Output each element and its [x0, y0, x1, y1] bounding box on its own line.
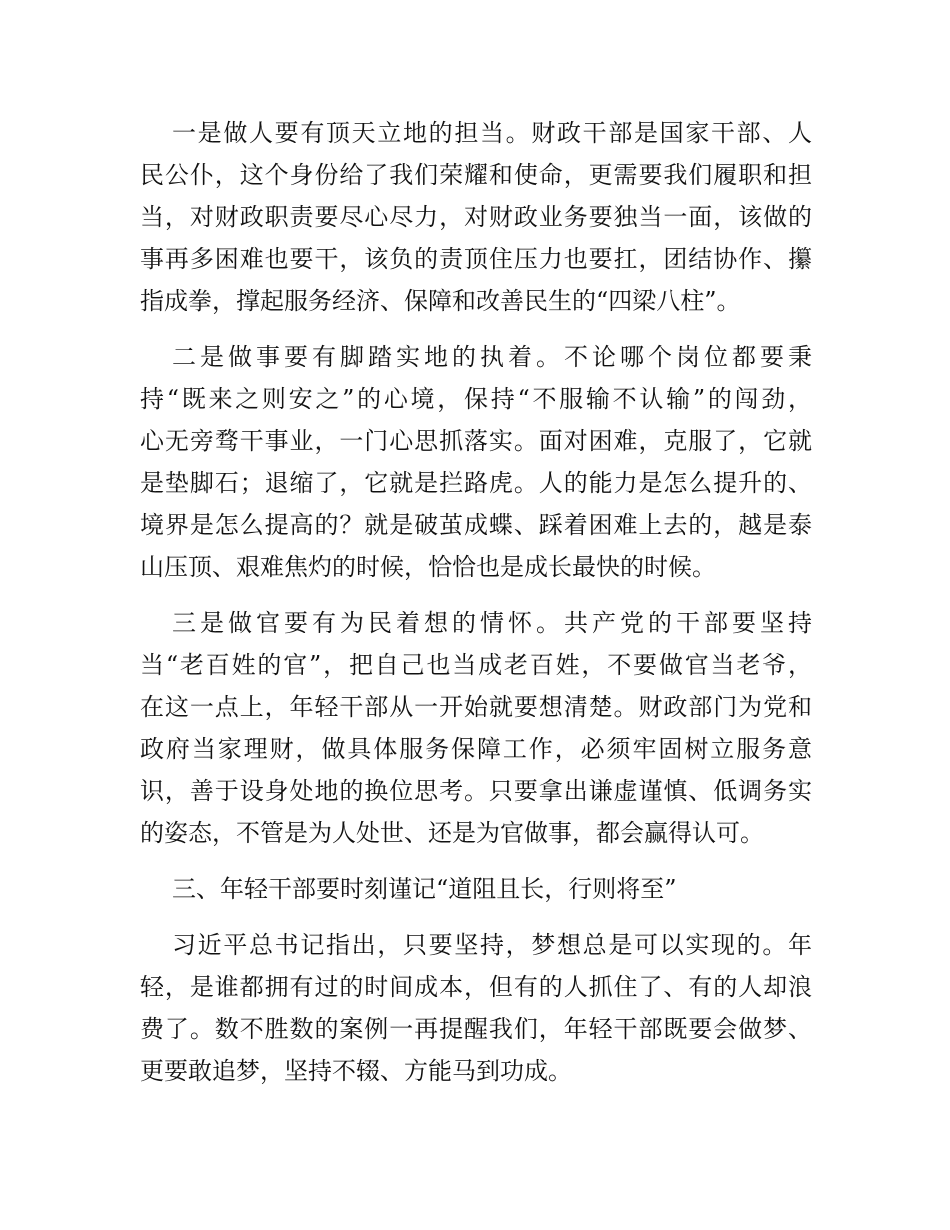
- text-line: 民公仆，这个身份给了我们荣耀和使命，更需要我们履职和担: [140, 161, 812, 189]
- text-line: 当“老百姓的官”，把自己也当成老百姓，不要做官当老爷，: [140, 651, 812, 679]
- text-line: 在这一点上，年轻干部从一开始就要想清楚。财政部门为党和: [140, 693, 812, 721]
- text-line: 轻，是谁都拥有过的时间成本，但有的人抓住了、有的人却浪: [140, 973, 812, 1001]
- paragraph-3: [140, 602, 812, 854]
- text-line: 的姿态，不管是为人处世、还是为官做事，都会赢得认可。: [140, 819, 764, 847]
- text-line: 二是做事要有脚踏实地的执着。不论哪个岗位都要秉: [172, 343, 812, 371]
- text-line: 山压顶、艰难焦灼的时候，恰恰也是成长最快的时候。: [140, 553, 716, 581]
- text-line: 识，善于设身处地的换位思考。只要拿出谦虚谨慎、低调务实: [140, 777, 812, 805]
- text-line: 费了。数不胜数的案例一再提醒我们，年轻干部既要会做梦、: [140, 1015, 812, 1043]
- text-line: 心无旁骛干事业，一门心思抓落实。面对困难，克服了，它就: [140, 427, 812, 455]
- document-body: [140, 112, 812, 1092]
- text-line: 当，对财政职责要尽心尽力，对财政业务要独当一面，该做的: [140, 203, 812, 231]
- text-line: 更要敢追梦，坚持不辍、方能马到功成。: [140, 1057, 572, 1085]
- text-line: 境界是怎么提高的？就是破茧成蝶、踩着困难上去的，越是泰: [140, 511, 812, 539]
- text-line: 政府当家理财，做具体服务保障工作，必须牢固树立服务意: [140, 735, 812, 763]
- text-line: 是垫脚石；退缩了，它就是拦路虎。人的能力是怎么提升的、: [140, 469, 812, 497]
- text-line: 指成拳，撑起服务经济、保障和改善民生的“四梁八柱”。: [140, 287, 741, 315]
- paragraph-2: [140, 336, 812, 588]
- text-line: 持“既来之则安之”的心境，保持“不服输不认输”的闯劲，: [140, 385, 812, 413]
- text-line: 三是做官要有为民着想的情怀。共产党的干部要坚持: [172, 609, 812, 637]
- text-line: 事再多困难也要干，该负的责顶住压力也要扛，团结协作、攥: [140, 245, 812, 273]
- text-line: 习近平总书记指出，只要坚持，梦想总是可以实现的。年: [172, 931, 812, 959]
- text-line: 一是做人要有顶天立地的担当。财政干部是国家干部、人: [172, 119, 812, 147]
- paragraph-1: [140, 112, 812, 322]
- paragraph-4: [140, 924, 812, 1092]
- section-heading: [140, 868, 812, 910]
- heading-line: 三、年轻干部要时刻谨记“道阻且长，行则将至”: [172, 875, 677, 903]
